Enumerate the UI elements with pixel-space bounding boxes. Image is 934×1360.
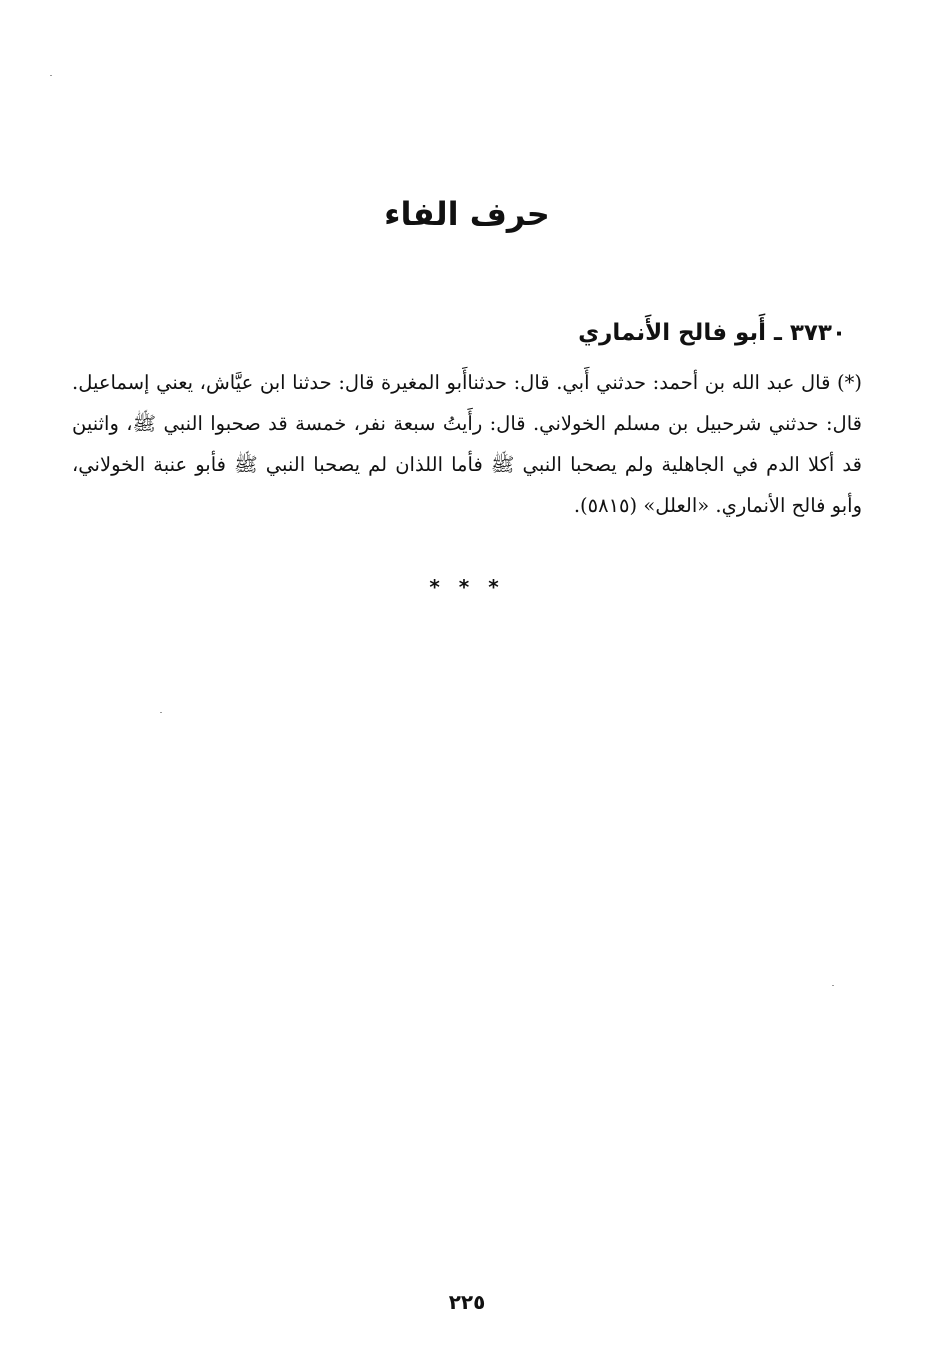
chapter-title: حرف الفاء (384, 195, 550, 233)
page-number: ٢٢٥ (448, 1290, 486, 1314)
scan-speck (160, 712, 162, 713)
scan-speck (50, 75, 52, 76)
scan-speck (832, 985, 834, 986)
section-separator: * * * (429, 575, 505, 599)
entry-heading: ٣٧٣٠ ـ أَبو فالح الأَنماري (578, 320, 846, 346)
entry-body-text: (*) قال عبد الله بن أحمد: حدثني أَبي. قال: حدثناأَبو المغيرة قال: حدثنا ابن عيَّاش، يعني إسماعيل. قال: حدثني شرحبيل بن مسلم الخولاني. قال: رأَيتُ سبعة نفر، خمسة قد صحبوا النبي ﷺ، واثنين قد أكلا الدم في الجاهلية ولم يصحبا النبي ﷺ فأما اللذان لم يصحبا النبي ﷺ فأبو عنبة الخولاني، وأبو فالح الأنماري. «العلل» (٥٨١٥). (72, 371, 862, 517)
